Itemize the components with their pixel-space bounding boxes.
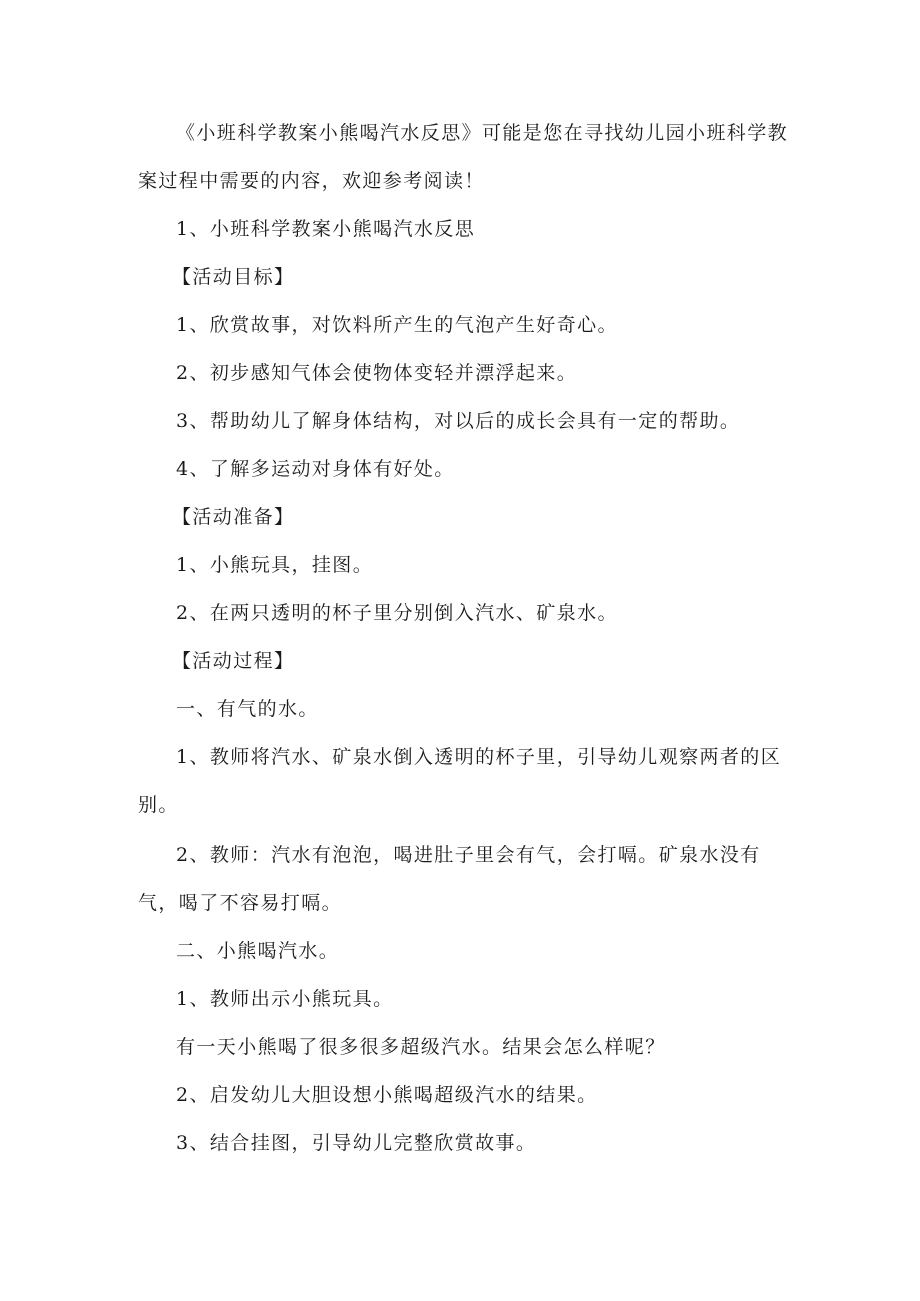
goal-item-1: 1、欣赏故事，对饮料所产生的气泡产生好奇心。 xyxy=(176,314,618,336)
section-title: 1、小班科学教案小熊喝汽水反思 xyxy=(176,218,476,240)
intro-paragraph: 《小班科学教案小熊喝汽水反思》可能是您在寻找幼儿园小班科学教案过程中需要的内容，欢迎参考阅读！ xyxy=(138,122,789,192)
process-heading: 【活动过程】 xyxy=(172,650,295,672)
prep-heading: 【活动准备】 xyxy=(172,506,295,528)
part2-step-3: 2、启发幼儿大胆设想小熊喝超级汽水的结果。 xyxy=(176,1084,598,1106)
goal-item-2: 2、初步感知气体会使物体变轻并漂浮起来。 xyxy=(176,362,578,384)
part2-step-1: 1、教师出示小熊玩具。 xyxy=(176,988,394,1010)
part2-step-2: 有一天小熊喝了很多很多超级汽水。结果会怎么样呢？ xyxy=(176,1036,666,1058)
goal-item-3: 3、帮助幼儿了解身体结构，对以后的成长会具有一定的帮助。 xyxy=(176,410,741,432)
part1-title: 一、有气的水。 xyxy=(176,698,319,720)
goal-item-4: 4、了解多运动对身体有好处。 xyxy=(176,458,455,480)
goals-heading: 【活动目标】 xyxy=(172,266,295,288)
part2-step-4: 3、结合挂图，引导幼儿完整欣赏故事。 xyxy=(176,1132,537,1154)
prep-item-1: 1、小熊玩具，挂图。 xyxy=(176,554,374,576)
part2-title: 二、小熊喝汽水。 xyxy=(176,940,340,962)
part1-step1: 1、教师将汽水、矿泉水倒入透明的杯子里，引导幼儿观察两者的区别。 xyxy=(138,746,782,816)
part1-step2: 2、教师：汽水有泡泡，喝进肚子里会有气，会打嗝。矿泉水没有气，喝了不容易打嗝。 xyxy=(138,844,761,914)
prep-item-2: 2、在两只透明的杯子里分别倒入汽水、矿泉水。 xyxy=(176,602,618,624)
